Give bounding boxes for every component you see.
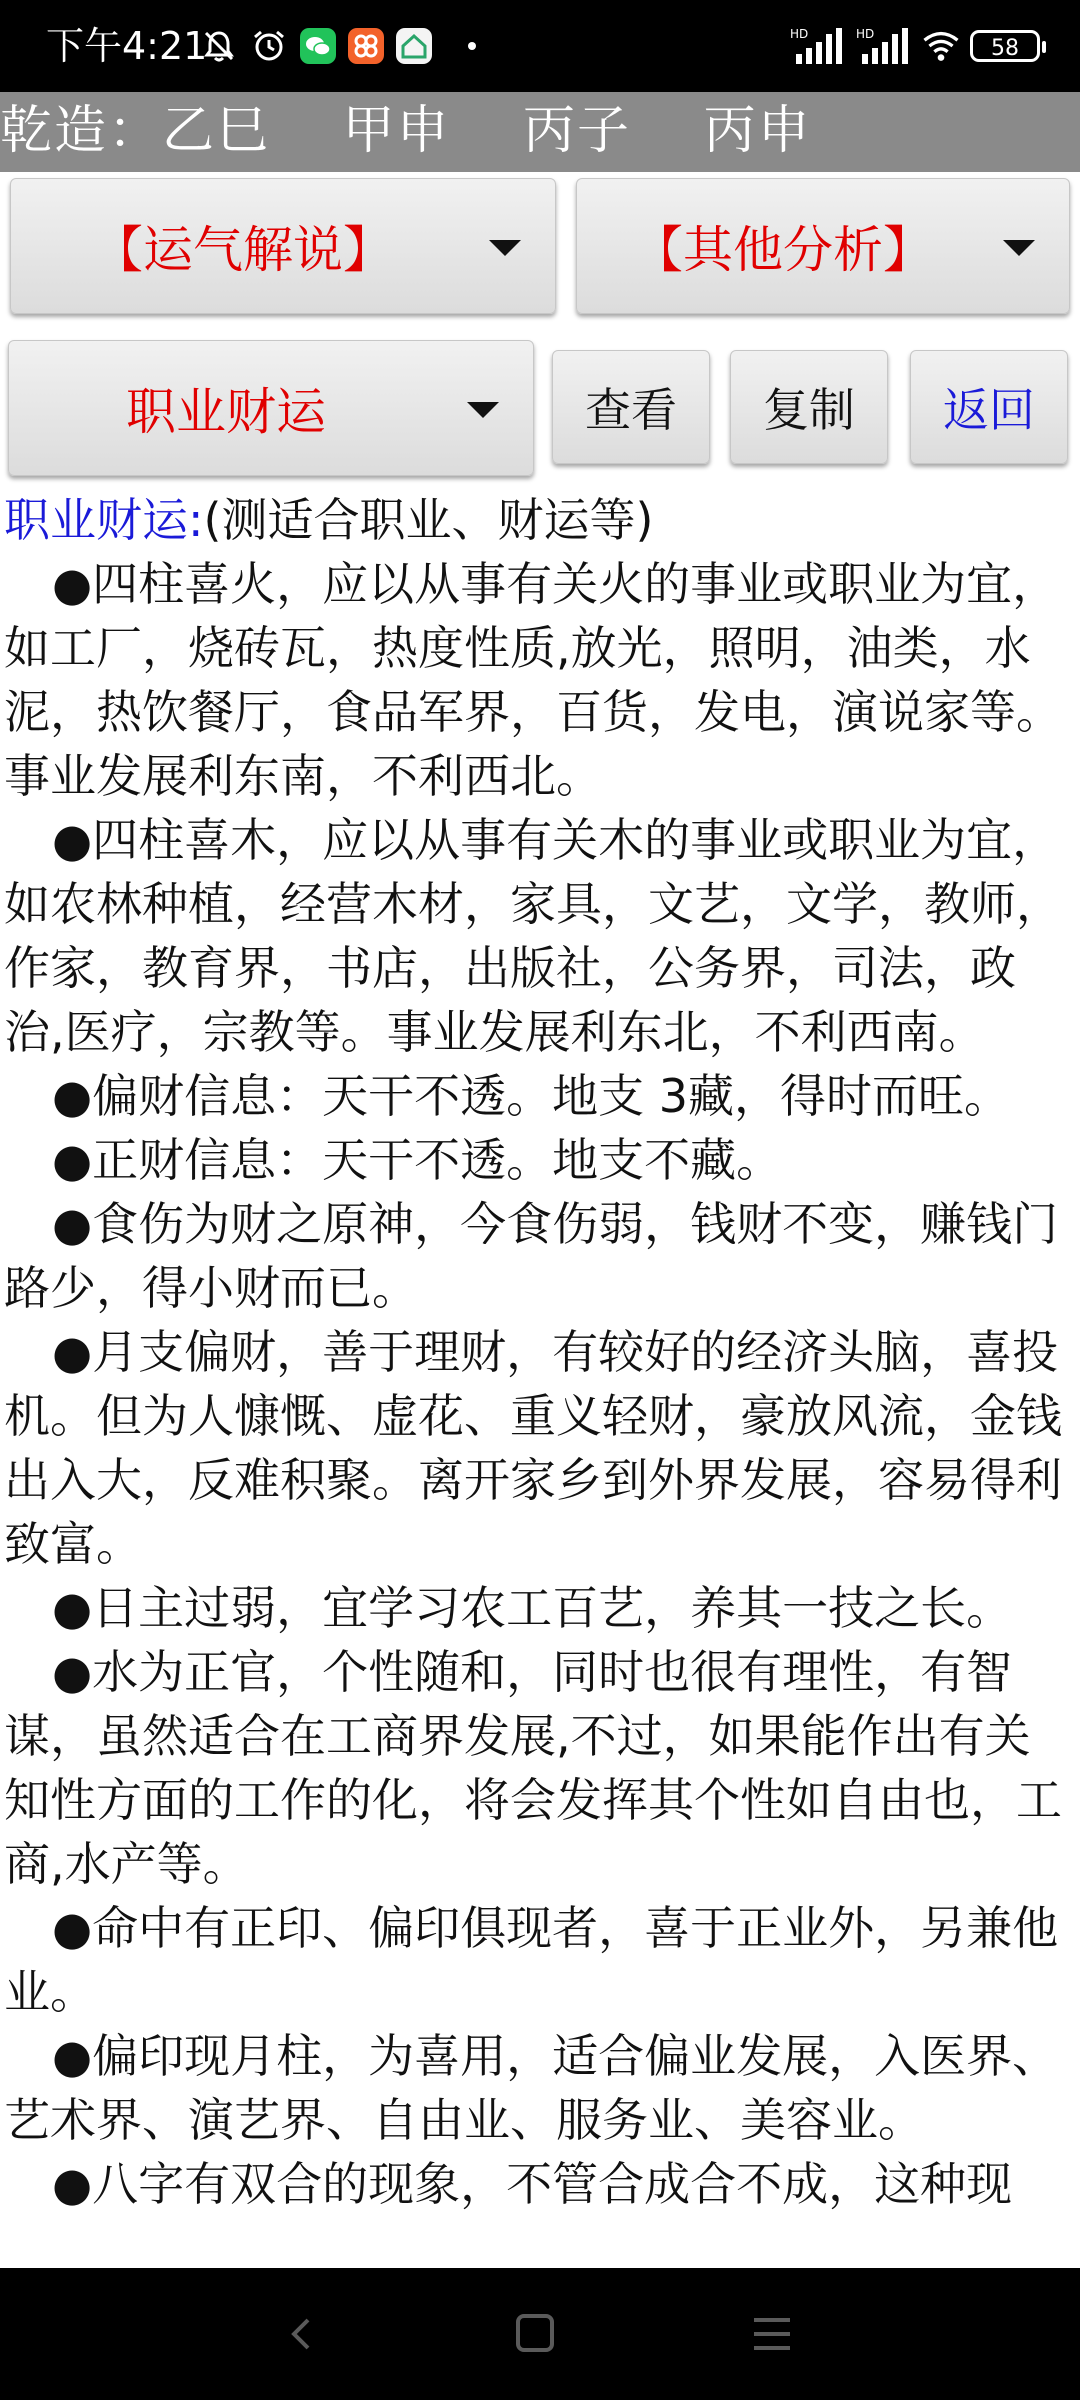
battery-icon: 58 [970,30,1040,62]
menu-nav-icon[interactable] [752,2316,792,2352]
back-button-label: 返回 [943,383,1035,437]
chevron-down-icon [489,240,521,256]
paragraph: ●水为正官，个性随和，同时也很有理性，有智谋，虽然适合在工商界发展,不过，如果能作出有关知性方面的工作的化，将会发挥其个性如自由也，工商,水产等。 [4,1645,1062,1891]
wechat-app-icon [300,28,336,64]
status-icons-left [200,24,476,68]
navigation-bar [0,2268,1080,2400]
copy-button[interactable] [730,350,888,464]
hd-signal-icon [856,26,912,66]
bazi-header [0,92,1080,172]
fortune-dropdown[interactable] [10,178,556,314]
status-icons-right [790,24,1040,68]
other-analysis-dropdown[interactable] [576,178,1070,314]
mute-bell-icon [200,27,238,65]
paragraph: ●八字有双合的现象，不管合成合不成，这种现 [52,2157,1013,2211]
view-button[interactable] [552,350,710,464]
orange-app-icon [348,28,384,64]
wifi-icon [922,27,960,65]
content-title: 职业财运: [4,493,204,547]
content-area[interactable] [4,488,1076,2266]
status-time: 下午4:21 [46,24,208,68]
paragraph: ●月支偏财，善于理财，有较好的经济头脑，喜投机。但为人慷慨、虚花、重义轻财，豪放风流，金钱出入大，反难积聚。离开家乡到外界发展，容易得利致富。 [4,1325,1062,1571]
content-heading [4,488,1076,552]
home-app-icon [396,28,432,64]
paragraph: ●日主过弱，宜学习农工百艺，养其一技之长。 [52,1581,1013,1635]
paragraph: ●偏印现月柱，为喜用，适合偏业发展，入医界、艺术界、演艺界、自由业、服务业、美容业。 [4,2029,1059,2147]
other-analysis-dropdown-label: 【其他分析】 [633,221,933,279]
copy-button-label: 复制 [763,383,855,437]
content-subtitle: (测适合职业、财运等) [203,493,654,547]
status-bar [0,0,1080,92]
svg-text:HD: HD [856,27,875,41]
career-wealth-dropdown[interactable] [8,340,534,476]
paragraph: ●四柱喜木，应以从事有关木的事业或职业为宜，如农林种植，经营木材，家具，文艺，文学，教师，作家，教育界，书店，出版社，公务界，司法，政治,医疗，宗教等。事业发展利东北，不利西南。 [4,813,1062,1059]
svg-text:HD: HD [790,27,809,41]
chevron-down-icon [1003,240,1035,256]
paragraph: ●四柱喜火，应以从事有关火的事业或职业为宜，如工厂，烧砖瓦，热度性质,放光，照明，油类，水泥，热饮餐厅，食品军界，百货，发电，演说家等。事业发展利东南，不利西北。 [4,557,1062,803]
notification-dot-icon [468,42,476,50]
paragraph: ●正财信息：天干不透。地支不藏。 [52,1133,783,1187]
fortune-dropdown-label: 【运气解说】 [93,221,393,279]
home-nav-icon[interactable] [516,2314,554,2352]
bazi-text: 乾造：乙巳 甲申 丙子 丙申 [0,101,812,161]
paragraph: ●命中有正印、偏印俱现者，喜于正业外，另兼他业。 [4,1901,1059,2019]
alarm-icon [250,27,288,65]
paragraph: ●食伤为财之原神，今食伤弱，钱财不变，赚钱门路少，得小财而已。 [4,1197,1059,1315]
back-button[interactable] [910,350,1068,464]
view-button-label: 查看 [585,383,677,437]
career-wealth-dropdown-label: 职业财运 [126,383,326,441]
chevron-down-icon [467,402,499,418]
back-nav-icon[interactable] [282,2314,322,2354]
hd-signal-icon [790,26,846,66]
paragraph: ●偏财信息：天干不透。地支 3藏，得时而旺。 [52,1069,1011,1123]
